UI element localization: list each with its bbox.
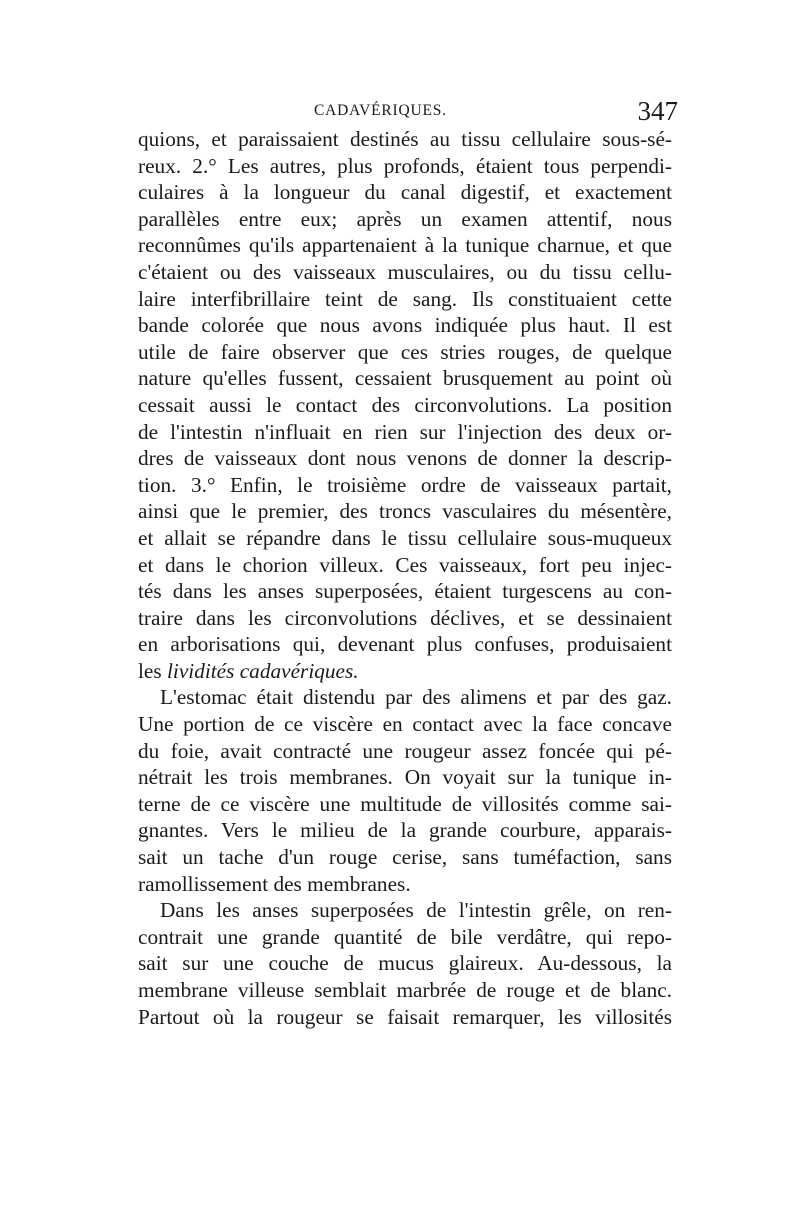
text-line: terne de ce viscère une multitude de villosités comme sai- xyxy=(138,791,672,816)
text-line: quions, et paraissaient destinés au tissu cellulaire sous-sé- xyxy=(138,127,672,151)
text-line: nétrait les trois membranes. On voyait sur la tunique in- xyxy=(138,765,672,790)
text-line: membrane villeuse semblait marbrée de rouge et de blanc. xyxy=(138,978,672,1002)
text-line: utile de faire observer que ces stries rouges, de quelque xyxy=(138,339,672,364)
text-line: ramollissement des membranes. xyxy=(138,871,411,896)
text-line: tés dans les anses superposées, étaient turgescens au con- xyxy=(138,579,672,604)
text-line: c'étaient ou des vaisseaux musculaires, ou du tissu cellu- xyxy=(138,259,672,284)
text-line: Dans les anses superposées de l'intestin grêle, on ren- xyxy=(160,898,672,923)
text-line: sait un tache d'un rouge cerise, sans tuméfaction, sans xyxy=(138,845,672,870)
text-line: culaires à la longueur du canal digestif, et exactement xyxy=(138,180,672,205)
text-line: bande colorée que nous avons indiquée plus haut. Il est xyxy=(138,313,672,338)
text-line: cessait aussi le contact des circonvolutions. La position xyxy=(138,392,672,417)
body-text xyxy=(138,126,672,1030)
text-line: reconnûmes qu'ils appartenaient à la tunique charnue, et que xyxy=(138,233,672,258)
text-line xyxy=(138,658,672,685)
text-line: gnantes. Vers le milieu de la grande courbure, apparais- xyxy=(138,818,672,843)
text-line: et dans le chorion villeux. Ces vaisseaux, fort peu injec- xyxy=(138,552,672,577)
text-line: ainsi que le premier, des troncs vasculaires du mésentère, xyxy=(138,499,672,524)
text-line: L'estomac était distendu par des alimens et par des gaz. xyxy=(160,685,672,710)
text-line: reux. 2.° Les autres, plus profonds, étaient tous perpendi- xyxy=(138,153,672,178)
text-line: sait sur une couche de mucus glaireux. Au-dessous, la xyxy=(138,951,672,976)
page-number: 347 xyxy=(637,96,678,126)
running-title: CADAVÉRIQUES. xyxy=(314,102,447,119)
text-line: contrait une grande quantité de bile verdâtre, qui repo- xyxy=(138,924,672,949)
text-line: en arborisations qui, devenant plus confuses, produisaient xyxy=(138,632,672,657)
text-line: de l'intestin n'influait en rien sur l'injection des deux or- xyxy=(138,419,672,444)
text-line: parallèles entre eux; après un examen attentif, nous xyxy=(138,206,672,231)
text-line: et allait se répandre dans le tissu cellulaire sous-muqueux xyxy=(138,525,672,550)
italic-term: lividités cadavériques. xyxy=(166,658,359,683)
text-line: traire dans les circonvolutions déclives, et se dessinaient xyxy=(138,605,672,630)
text-line: laire interfibrillaire teint de sang. Ils constituaient cette xyxy=(138,286,672,311)
text-line: Une portion de ce viscère en contact avec la face concave xyxy=(138,712,672,737)
text-line: du foie, avait contracté une rougeur assez foncée qui pé- xyxy=(138,738,672,763)
text-line: Partout où la rougeur se faisait remarquer, les villosités xyxy=(138,1004,672,1029)
text-line: tion. 3.° Enfin, le troisième ordre de vaisseaux partait, xyxy=(138,472,672,497)
text-line: nature qu'elles fussent, cessaient brusquement au point où xyxy=(138,366,672,391)
text-line: dres de vaisseaux dont nous venons de donner la descrip- xyxy=(138,446,672,471)
line-prefix: les xyxy=(138,658,167,683)
